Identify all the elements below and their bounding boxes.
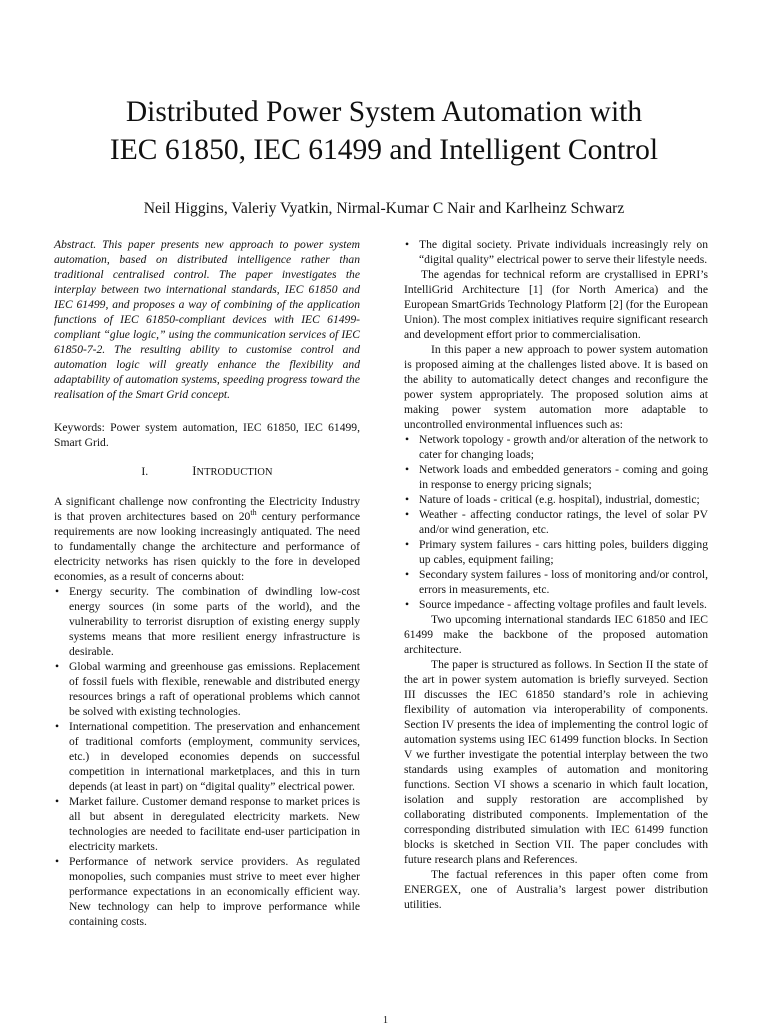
body-paragraph: The factual references in this paper often come from ENERGEX, one of Australia’s largest power distribution utilities. — [404, 868, 708, 911]
page-number: 1 — [383, 1015, 388, 1026]
list-item — [404, 237, 708, 267]
bullet-icon: • — [405, 463, 410, 476]
list-item — [54, 719, 360, 794]
bullet-icon: • — [55, 585, 60, 598]
abstract-body: . This paper presents new approach to power system automation, based on distributed intelligence rather than traditional centralised control. The paper investigates the interplay between two international standards, IEC 61850 and IEC 61499, and proposes a way of combining of the application functions of IEC 61850-compliant devices with IEC 61499-compliant “glue logic,” using the communication services of IEC 61850-7-2. The resulting ability to customise control and automation logic will greatly enhance the flexibility and adaptability of automation systems, speeding progress toward the realisation of the Smart Grid concept. — [54, 238, 360, 401]
list-item — [404, 492, 708, 507]
list-item-text: Source impedance - affecting voltage profiles and fault levels. — [419, 598, 707, 611]
section-number: I. — [141, 464, 149, 478]
body-paragraph: The paper is structured as follows. In Section II the state of the art in power system automation is briefly surveyed. Section III discusses the IEC 61850 standard’s role in achieving flexibility of automation via interoperability of components. Section IV presents the idea of implementing the control logic of automation systems using IEC 61499 function blocks. In Section V we further investigate the potential interplay between the two standards using examples of automation and monitoring functions. Section VI shows a scenario in which fault location, isolation and supply restoration are accomplished by collaborating distributed components. Implementation of the corresponding distributed simulation with IEC 61499 function blocks is sketched in Section VII. The paper concludes with future research plans and References. — [404, 658, 708, 866]
abstract — [54, 237, 360, 402]
keywords: Keywords: Power system automation, IEC 61850, IEC 61499, Smart Grid. — [54, 421, 360, 449]
section-heading-introduction — [54, 464, 360, 480]
list-item — [404, 507, 708, 537]
section-title-rest: NTRODUCTION — [196, 467, 273, 478]
list-item-text: Primary system failures - cars hitting poles, builders digging up cables, equipment failing; — [419, 538, 708, 566]
right-column — [404, 237, 708, 912]
list-item — [54, 584, 360, 659]
list-item-text: Energy security. The combination of dwindling low-cost energy sources (in some parts of the world), and the vulnerability to terrorist disruption of existing energy supply systems means that more resilient energy infrastructure is desirable. — [69, 585, 360, 658]
concerns-list — [54, 584, 360, 929]
list-item-text: Secondary system failures - loss of monitoring and/or control, errors in measurements, etc. — [419, 568, 708, 596]
list-item — [404, 432, 708, 462]
list-item-text: International competition. The preservation and enhancement of traditional comforts (employment, community services, etc.) in developed economies depends on successful competition in international marketplaces, and this in turn depends (at least in part) on “digital quality” electrical power. — [69, 720, 360, 793]
bullet-icon: • — [405, 598, 410, 611]
digital-society-list — [404, 237, 708, 267]
list-item — [404, 567, 708, 597]
bullet-icon: • — [405, 238, 410, 251]
list-item — [404, 597, 708, 612]
list-item — [54, 854, 360, 929]
left-column — [54, 237, 360, 929]
section-title-initial: I — [192, 464, 197, 478]
list-item-text: Nature of loads - critical (e.g. hospital), industrial, domestic; — [419, 493, 700, 506]
list-item-text: Weather - affecting conductor ratings, the level of solar PV and/or wind generation, etc. — [419, 508, 708, 536]
list-item — [404, 462, 708, 492]
bullet-icon: • — [405, 493, 410, 506]
bullet-icon: • — [55, 660, 60, 673]
abstract-label: Abstract — [54, 238, 94, 251]
list-item-text: Network topology - growth and/or alteration of the network to cater for changing loads; — [419, 433, 708, 461]
intro-paragraph — [54, 494, 360, 584]
list-item-text: Market failure. Customer demand response to market prices is all but absent in deregulated electricity markets. New technologies are needed to facilitate end-user participation in electricity markets. — [69, 795, 360, 853]
list-item-text: The digital society. Private individuals increasingly rely on “digital quality” electrical power to serve their lifestyle needs. — [419, 238, 708, 266]
list-item — [404, 537, 708, 567]
body-paragraph: Two upcoming international standards IEC 61850 and IEC 61499 make the backbone of the proposed automation architecture. — [404, 613, 708, 656]
body-paragraph: In this paper a new approach to power system automation is proposed aiming at the challenges listed above. It is based on the ability to automatically detect changes and reconfigure the power system appropriately. The proposed solution aims at making power system automation more adaptable to uncontrolled environmental influences such as: — [404, 343, 708, 431]
bullet-icon: • — [405, 538, 410, 551]
influences-list — [404, 432, 708, 612]
bullet-icon: • — [405, 433, 410, 446]
list-item-text: Network loads and embedded generators - coming and going in response to energy pricing signals; — [419, 463, 708, 491]
bullet-icon: • — [405, 508, 410, 521]
intro-superscript: th — [250, 508, 257, 517]
list-item — [54, 659, 360, 719]
list-item — [54, 794, 360, 854]
title-line-1: Distributed Power System Automation with — [125, 96, 643, 128]
bullet-icon: • — [55, 855, 60, 868]
bullet-icon: • — [55, 795, 60, 808]
list-item-text: Global warming and greenhouse gas emissions. Replacement of fossil fuels with flexible, renewable and distributed energy resources brings a raft of operational problems which cannot be solved with existing technologies. — [69, 660, 360, 718]
intro-text-part1: A significant challenge now confronting the Electricity Industry is that proven architectures based on 20 — [54, 495, 360, 523]
intro-text-part2: century performance requirements are now looking increasingly antiquated. The need to fundamentally change the architecture and performance of electricity networks has risen quickly to the fore in developed economies, as a result of concerns about: — [54, 510, 360, 583]
list-item-text: Performance of network service providers. As regulated monopolies, such companies must strive to meet ever higher performance expectations in an economically efficient way. New technology can help to improve performance while containing costs. — [69, 855, 360, 928]
bullet-icon: • — [405, 568, 410, 581]
body-paragraph: The agendas for technical reform are crystallised in EPRI’s IntelliGrid Architecture [1] (for North America) and the European SmartGrids Technology Platform [2] (for the European Union). The most complex initiatives require significant research and development effort prior to commercialisation. — [404, 268, 708, 341]
title-line-2: IEC 61850, IEC 61499 and Intelligent Control — [109, 134, 659, 166]
paper-title — [0, 93, 768, 169]
author-list: Neil Higgins, Valeriy Vyatkin, Nirmal-Kumar C Nair and Karlheinz Schwarz — [143, 200, 625, 217]
bullet-icon: • — [55, 720, 60, 733]
